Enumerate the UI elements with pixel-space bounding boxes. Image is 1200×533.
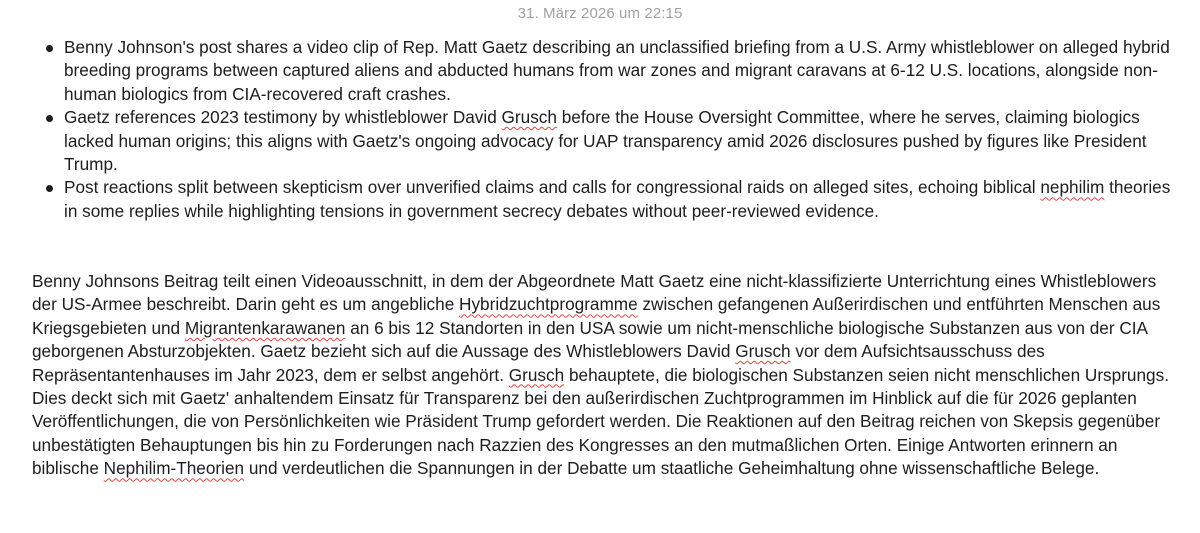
paragraph-text: zwischen gefangenen Außerirdischen und entführten Menschen aus Kriegsgebieten und xyxy=(32,294,1161,338)
bullet-text: Benny Johnson's post shares a video clip of Rep. Matt Gaetz describing an unclassified briefing from a U.S. Army whistleblower on alleged hybrid breeding programs between captured aliens and abducted humans from war zones and migrant caravans at 6-12 U.S. locations, alongside non-human biologics from CIA-recovered craft crashes. xyxy=(64,37,1170,104)
bullet-item[interactable] xyxy=(32,176,1182,223)
misspelled-word[interactable]: Grusch xyxy=(501,107,557,128)
bullet-list xyxy=(32,36,1182,223)
body-paragraph[interactable] xyxy=(32,270,1182,481)
bullet-text: theories in some replies while highlighting tensions in government secrecy debates without peer-reviewed evidence. xyxy=(64,177,1171,221)
bullet-text: Post reactions split between skepticism over unverified claims and calls for congressional raids on alleged sites, echoing biblical xyxy=(64,177,1041,198)
bullet-item[interactable] xyxy=(32,106,1182,176)
paragraph-text: vor dem Aufsichtsausschuss des Repräsentantenhauses im Jahr 2023, dem er selbst angehört. xyxy=(32,341,1045,385)
paragraph-text: an 6 bis 12 Standorten in den USA sowie um nicht-menschliche biologische Substanzen aus von der CIA geborgenen Absturzobjekten. Gaetz bezieht sich auf die Aussage des Whistleblowers David xyxy=(32,317,1148,362)
misspelled-word[interactable]: nephilim xyxy=(1040,177,1105,198)
misspelled-word[interactable]: Migrantenkarawanen xyxy=(184,317,346,338)
misspelled-word[interactable]: Grusch xyxy=(508,364,565,385)
paragraph-text: und verdeutlichen die Spannungen in der Debatte um staatliche Geheimhaltung ohne wissenschaftliche Belege. xyxy=(244,458,1100,479)
paragraph-text: Benny Johnsons Beitrag teilt einen Videoausschnitt, in dem der Abgeordnete Matt Gaetz eine nicht-klassifizierte Unterrichtung eines Whistleblowers der US-Armee beschreibt. Darin geht es um angebliche xyxy=(32,271,1157,315)
bullet-dot-icon xyxy=(46,185,53,192)
bullet-dot-icon xyxy=(46,45,53,52)
bullet-text: Gaetz references 2023 testimony by whistleblower David xyxy=(64,107,502,128)
bullet-text: before the House Oversight Committee, where he serves, claiming biologics lacked human origins; this aligns with Gaetz's ongoing advocacy for UAP transparency amid 2026 disclosures pushed by figures like President Trump. xyxy=(64,107,1147,175)
misspelled-word[interactable]: Grusch xyxy=(735,341,791,362)
misspelled-word[interactable]: Hybridzuchtprogramme xyxy=(459,294,638,315)
bullet-dot-icon xyxy=(46,115,53,122)
misspelled-word[interactable]: Nephilim-Theorien xyxy=(103,458,245,479)
note-timestamp: 31. März 2026 um 22:15 xyxy=(517,5,683,22)
paragraph-text: behauptete, die biologischen Substanzen seien nicht menschlichen Ursprungs. Dies deckt sich mit Gaetz' anhaltendem Einsatz für Transparenz bei den außerirdischen Zuchtprogrammen im Hinblick auf die für 2026 geplanten Veröffentlichungen, die von Persönlichkeiten wie Präsident Trump gefordert werden. Die Reaktionen auf den Beitrag reichen von Skepsis gegenüber unbestätigten Behauptungen bis hin zu Forderungen nach Razzien des Kongresses an den mutmaßlichen Orten. Einige Antworten erinnern an biblische xyxy=(32,364,1169,479)
bullet-item[interactable] xyxy=(32,36,1182,106)
